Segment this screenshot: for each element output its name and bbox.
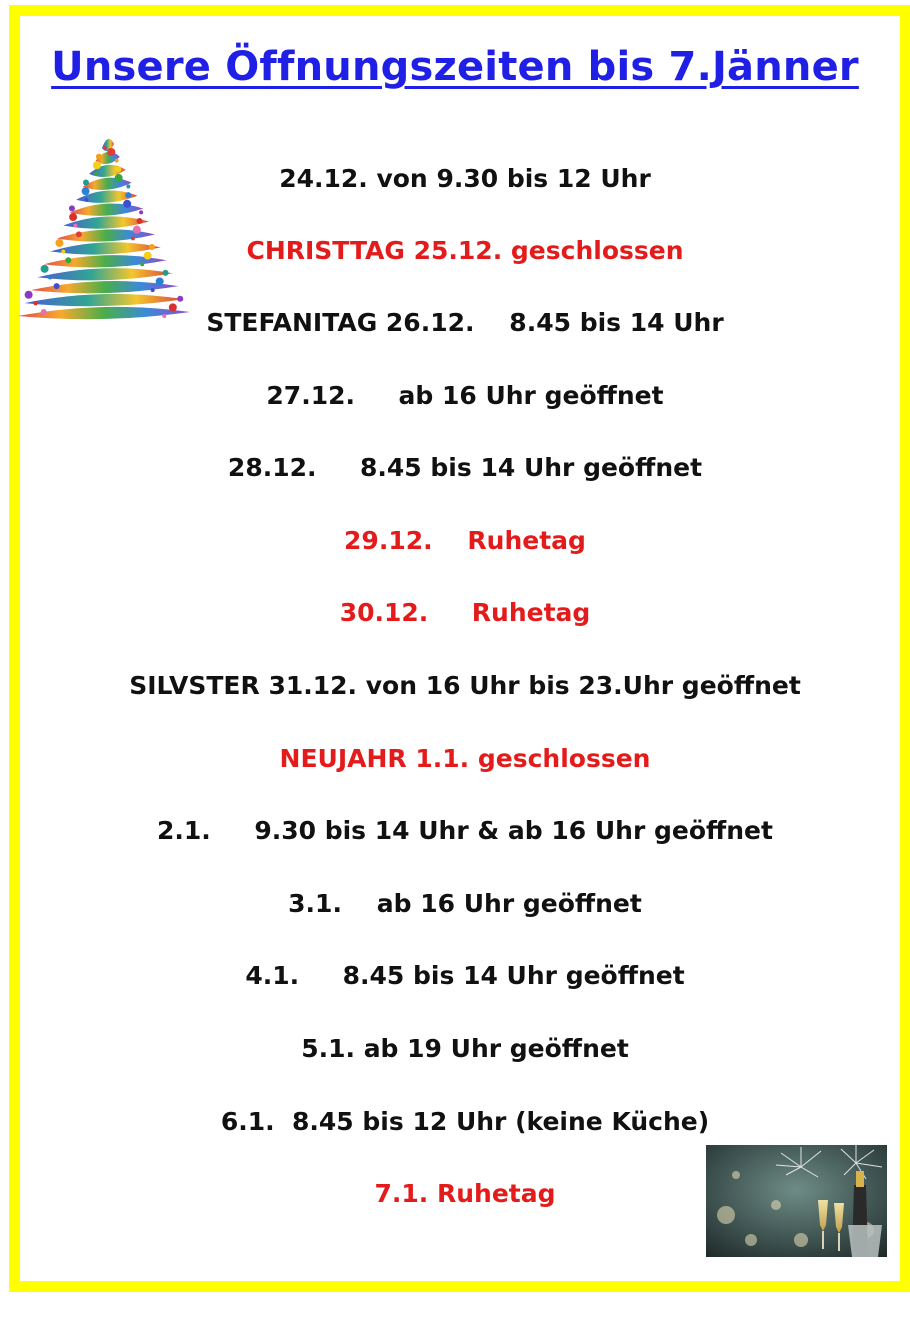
tree-ornament [162,270,168,276]
tree-ornament [25,291,33,299]
schedule-line: 27.12. ab 16 Uhr geöffnet [266,381,664,410]
schedule-line: 5.1. ab 19 Uhr geöffnet [301,1034,629,1063]
tree-ornament [177,296,183,302]
schedule-line: NEUJAHR 1.1. geschlossen [279,744,651,773]
tree-ornament [137,218,143,224]
tree-ornament [123,200,131,208]
tree-ornament [69,213,77,221]
schedule-line: 7.1. Ruhetag [374,1179,556,1208]
tree-ornament [156,277,164,285]
tree-ornament [96,154,102,160]
tree-ornament [151,288,155,292]
schedule-line: 24.12. von 9.30 bis 12 Uhr [279,164,651,193]
tree-swirl [37,268,172,280]
schedule-line: 3.1. ab 16 Uhr geöffnet [288,889,642,918]
schedule-line: 2.1. 9.30 bis 14 Uhr & ab 16 Uhr geöffnet [157,816,773,845]
tree-ornament [73,224,77,228]
schedule-line: 4.1. 8.45 bis 14 Uhr geöffnet [245,961,685,990]
tree-swirl [24,294,184,306]
schedule-line: SILVSTER 31.12. von 16 Uhr bis 23.Uhr geöffnet [129,671,801,700]
schedule-line: 30.12. Ruhetag [339,598,591,627]
tree-ornament [84,198,88,202]
tree-ornament [34,301,38,305]
tree-ornament [103,146,107,150]
schedule-line: 29.12. Ruhetag [344,526,586,555]
schedule-line: STEFANITAG 26.12. 8.45 bis 14 Uhr [206,308,724,337]
tree-ornament [69,205,75,211]
tree-ornament [139,210,143,214]
schedule-line: 28.12. 8.45 bis 14 Uhr geöffnet [227,453,703,482]
tree-swirl [70,203,144,215]
page-title: Unsere Öffnungszeiten bis 7.Jänner [51,44,859,90]
schedule-line: CHRISTTAG 25.12. geschlossen [246,236,684,265]
tree-ornament [48,275,52,279]
schedule-line: 6.1. 8.45 bis 12 Uhr (keine Küche) [220,1107,710,1136]
tree-ornament [54,283,60,289]
tree-ornament [107,148,115,156]
tree-ornament [133,226,141,234]
